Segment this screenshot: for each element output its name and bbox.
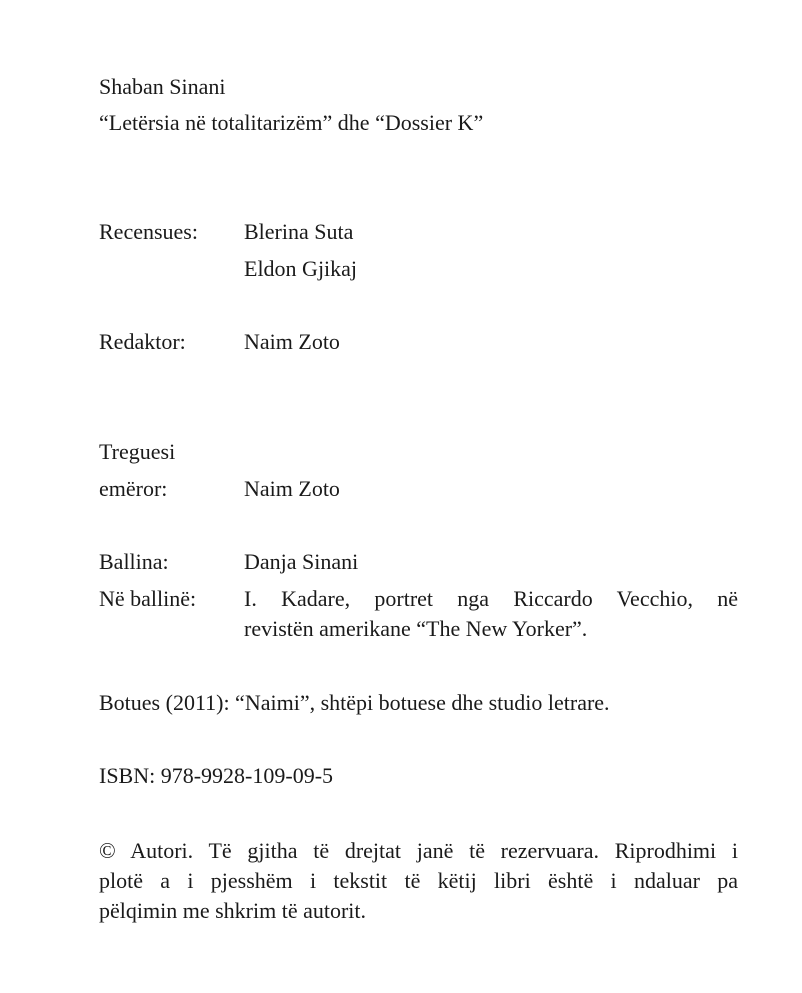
copyright-notice (99, 836, 738, 926)
reviewers-label: Recensues: (99, 219, 198, 244)
on-cover-line: revistën amerikane “The New Yorker”. (244, 616, 588, 641)
name-index-label-line1: Treguesi (99, 439, 176, 464)
book-title: “Letërsia në totalitarizëm” dhe “Dossier K” (99, 110, 484, 135)
on-cover-description (244, 584, 738, 644)
reviewer-name: Eldon Gjikaj (244, 256, 358, 281)
cover-name: Danja Sinani (244, 549, 359, 574)
author-name: Shaban Sinani (99, 74, 226, 99)
copyright-line: © Autori. Të gjitha të drejtat janë të rezervuara. Riprodhimi i (99, 838, 738, 863)
copyright-line: pëlqimin me shkrim të autorit. (99, 898, 367, 923)
copyright-line: plotë a i pjesshëm i tekstit të këtij libri është i ndaluar pa (99, 868, 738, 893)
publisher-line: Botues (2011): “Naimi”, shtëpi botuese dhe studio letrare. (99, 690, 610, 715)
cover-label: Ballina: (99, 549, 169, 574)
on-cover-label: Në ballinë: (99, 586, 197, 611)
isbn-line: ISBN: 978-9928-109-09-5 (99, 763, 334, 788)
reviewer-name: Blerina Suta (244, 219, 354, 244)
name-index-name: Naim Zoto (244, 476, 340, 501)
on-cover-line: I. Kadare, portret nga Riccardo Vecchio, në (244, 586, 738, 611)
editor-name: Naim Zoto (244, 329, 340, 354)
editor-label: Redaktor: (99, 329, 186, 354)
name-index-label-line2: emëror: (99, 476, 168, 501)
